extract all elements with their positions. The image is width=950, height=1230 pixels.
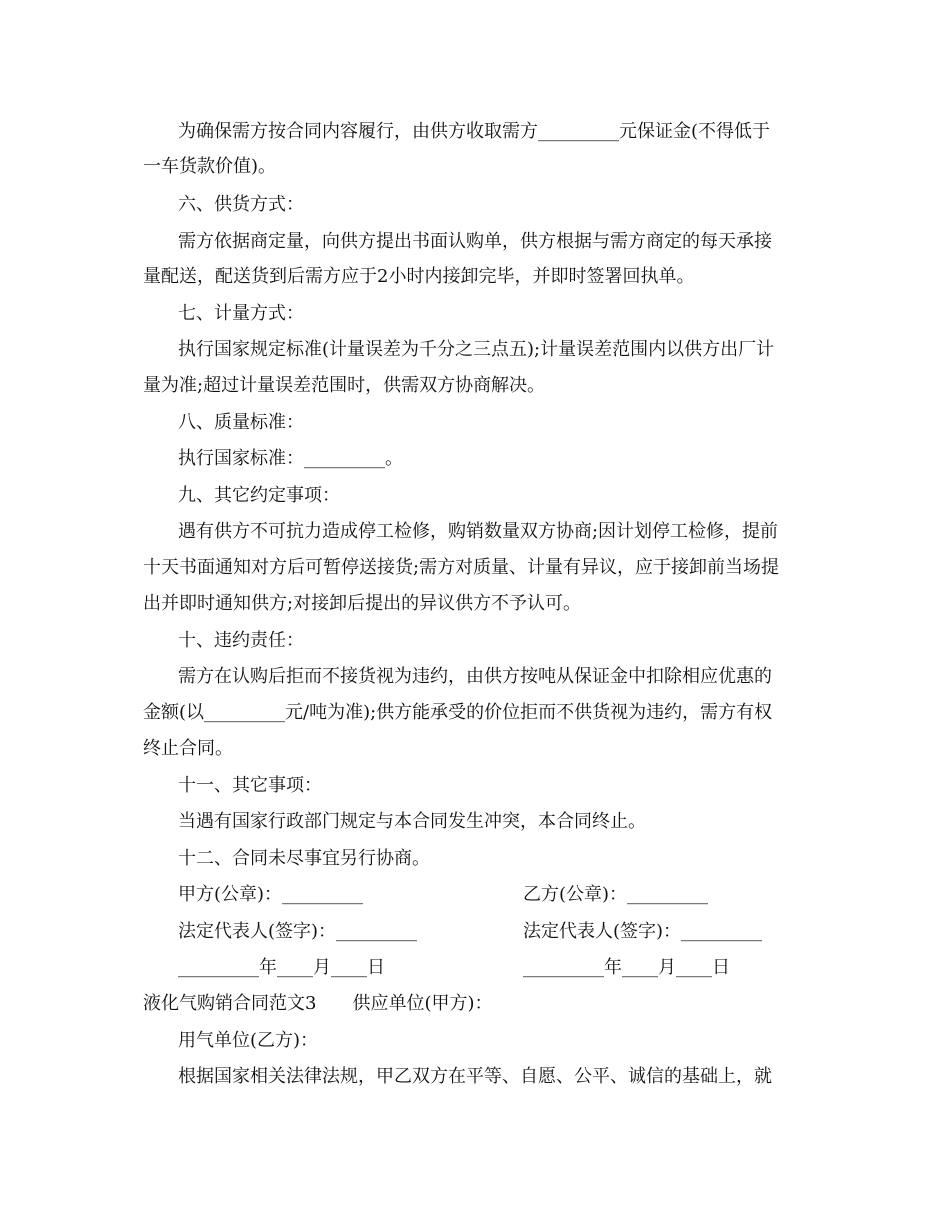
party-b-representative-field: 法定代表人(签字)：_________ (523, 921, 763, 942)
paragraph-line: 终止合同。 (143, 738, 233, 759)
party-b-date-field: _________年____月____日 (523, 957, 730, 978)
party-a-date-field: _________年____月____日 (178, 957, 385, 978)
section-heading: 六、供货方式： (178, 194, 304, 215)
section-heading: 九、其它约定事项： (178, 485, 340, 506)
party-a-seal-field: 甲方(公章)：_________ (178, 884, 364, 905)
next-contract-intro-line: 根据国家相关法律法规，甲乙双方在平等、自愿、公平、诚信的基础上，就 (178, 1066, 772, 1087)
paragraph-line: 遇有供方不可抗力造成停工检修，购销数量双方协商;因计划停工检修，提前 (178, 521, 779, 542)
section-heading: 十、违约责任： (178, 630, 304, 651)
paragraph-line: 为确保需方按合同内容履行，由供方收取需方_________元保证金(不得低于 (178, 121, 771, 142)
paragraph-line: 执行国家标准：_________。 (178, 448, 403, 469)
paragraph-line: 执行国家规定标准(计量误差为千分之三点五);计量误差范围内以供方出厂计 (178, 339, 775, 360)
section-heading: 十二、合同未尽事宜另行协商。 (178, 848, 430, 869)
next-contract-buyer-line: 用气单位(乙方)： (178, 1030, 319, 1051)
paragraph-line: 出并即时通知供方;对接卸后提出的异议供方不予认可。 (143, 593, 582, 614)
paragraph-line: 当遇有国家行政部门规定与本合同发生冲突，本合同终止。 (178, 811, 646, 832)
paragraph-line: 需方在认购后拒而不接货视为违约，由供方按吨从保证金中扣除相应优惠的 (178, 666, 772, 687)
party-b-seal-field: 乙方(公章)：_________ (523, 884, 709, 905)
paragraph-line: 一车货款价值)。 (143, 156, 277, 177)
paragraph-line: 十天书面通知对方后可暂停送接货;需方对质量、计量有异议，应于接卸前当场提 (143, 557, 780, 578)
section-heading: 七、计量方式： (178, 303, 304, 324)
paragraph-line: 金额(以_________元/吨为准);供方能承受的价位拒而不供货视为违约，需方有权 (143, 702, 773, 723)
paragraph-line: 量配送，配送货到后需方应于2小时内接卸完毕，并即时签署回执单。 (143, 266, 695, 287)
section-heading: 十一、其它事项： (178, 775, 322, 796)
paragraph-line: 需方依据商定量，向供方提出书面认购单，供方根据与需方商定的每天承接 (178, 231, 772, 252)
section-heading: 八、质量标准： (178, 412, 304, 433)
party-a-representative-field: 法定代表人(签字)：_________ (178, 921, 418, 942)
next-contract-title: 液化气购销合同范文3 供应单位(甲方)： (143, 993, 493, 1014)
paragraph-line: 量为准;超过计量误差范围时，供需双方协商解决。 (143, 375, 546, 396)
